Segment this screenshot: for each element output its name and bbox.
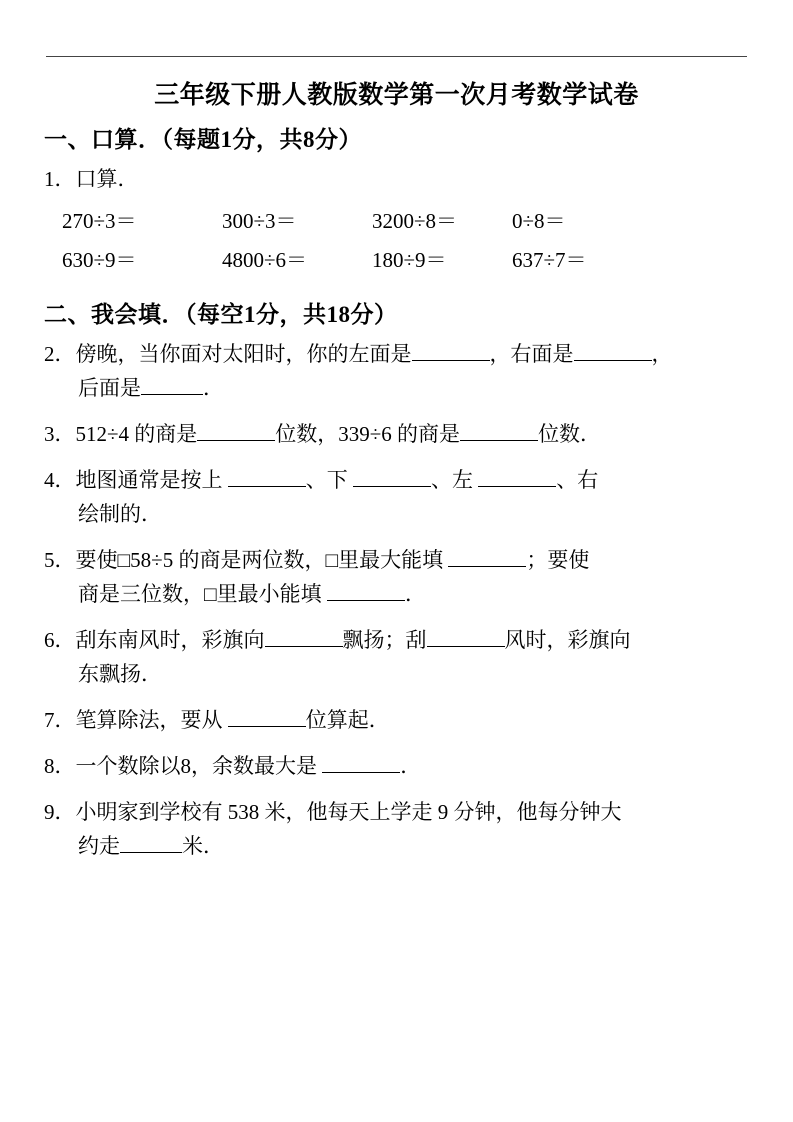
answer-blank[interactable]: [353, 486, 431, 487]
question-1: [44, 162, 749, 196]
question-6-part-2: 飘扬；刮: [342, 628, 427, 653]
answer-blank[interactable]: [197, 440, 275, 441]
question-3-part-2: 位数，339÷6 的商是: [275, 422, 461, 447]
question-9-label: 9．: [44, 800, 76, 825]
question-6-part-1: 刮东南风时，彩旗向: [75, 628, 265, 653]
question-9-part-3: 米．: [182, 834, 224, 859]
question-8-label: 8．: [44, 754, 76, 779]
answer-blank[interactable]: [412, 360, 490, 361]
oral-item: 3200÷8＝: [372, 209, 458, 234]
question-3-label: 3．: [44, 422, 76, 447]
oral-item: 4800÷6＝: [222, 248, 308, 273]
header-divider: [46, 56, 747, 57]
question-2: [44, 337, 749, 405]
section-heading-1: 一、口算．（每题1分，共8分）: [44, 127, 362, 152]
question-5-part-1: 要使□58÷5 的商是两位数，□里最大能填: [75, 548, 449, 573]
question-8-part-2: ．: [400, 754, 422, 779]
question-7-label: 7．: [44, 708, 76, 733]
question-2-part-2: ，右面是: [489, 342, 574, 367]
question-5: [44, 543, 749, 611]
question-2-line-2: [78, 371, 749, 405]
question-5-part-3: 商是三位数，□里最小能填: [78, 582, 327, 607]
question-6-line-2: [78, 657, 749, 691]
answer-blank[interactable]: [460, 440, 538, 441]
question-4-part-3: 、左: [431, 468, 479, 493]
question-9-part-1: 小明家到学校有 538 米，他每天上学走 9 分钟，他每分钟大: [75, 800, 622, 825]
question-7-part-2: 位算起．: [305, 708, 390, 733]
question-2-label: 2．: [44, 342, 76, 367]
question-6-part-3: 风时，彩旗向: [504, 628, 631, 653]
answer-blank[interactable]: [141, 394, 203, 395]
question-9-part-2: 约走: [78, 834, 120, 859]
question-7: [44, 703, 749, 737]
question-6-label: 6．: [44, 628, 76, 653]
question-9: [44, 795, 749, 863]
question-6: [44, 623, 749, 691]
oral-row-2: [44, 244, 749, 274]
answer-blank[interactable]: [574, 360, 652, 361]
question-4-line-2: [78, 497, 749, 531]
oral-item: 300÷3＝: [222, 209, 297, 234]
question-8-part-1: 一个数除以8，余数最大是: [75, 754, 323, 779]
oral-row-1: [44, 205, 749, 235]
question-8: [44, 749, 749, 783]
answer-blank[interactable]: [265, 646, 343, 647]
answer-blank[interactable]: [120, 852, 182, 853]
page-title: 三年级下册人教版数学第一次月考数学试卷: [154, 82, 639, 109]
question-7-part-1: 笔算除法，要从: [75, 708, 228, 733]
answer-blank[interactable]: [427, 646, 505, 647]
question-2-part-1: 傍晚，当你面对太阳时，你的左面是: [75, 342, 412, 367]
question-4-part-2: 、下: [305, 468, 353, 493]
answer-blank[interactable]: [478, 486, 556, 487]
question-1-label: 1．: [44, 167, 76, 191]
question-4-label: 4．: [44, 468, 76, 493]
question-9-line-2: [78, 829, 749, 863]
question-6-part-4: 东飘扬．: [78, 662, 162, 687]
oral-item: 637÷7＝: [512, 248, 587, 273]
question-5-part-2: ；要使: [526, 548, 590, 573]
oral-item: 630÷9＝: [62, 248, 137, 273]
question-5-label: 5．: [44, 548, 76, 573]
oral-item: 0÷8＝: [512, 209, 566, 234]
answer-blank[interactable]: [448, 566, 526, 567]
answer-blank[interactable]: [228, 726, 306, 727]
question-2-part-4: 后面是: [78, 376, 141, 401]
question-5-line-2: [78, 577, 749, 611]
question-3-part-3: 位数．: [538, 422, 602, 447]
question-5-part-4: ．: [404, 582, 426, 607]
question-3-part-1: 512÷4 的商是: [75, 422, 198, 447]
answer-blank[interactable]: [327, 600, 405, 601]
question-4-part-1: 地图通常是按上: [75, 468, 228, 493]
question-3: [44, 417, 749, 451]
question-4-part-5: 绘制的．: [78, 502, 162, 527]
oral-item: 180÷9＝: [372, 248, 447, 273]
question-1-text: 口算．: [75, 167, 139, 191]
question-4: [44, 463, 749, 531]
oral-item: 270÷3＝: [62, 209, 137, 234]
question-4-part-4: 、右: [556, 468, 599, 493]
answer-blank[interactable]: [228, 486, 306, 487]
answer-blank[interactable]: [322, 772, 400, 773]
question-2-part-3: ，: [651, 342, 673, 367]
section-heading-2: 二、我会填．（每空1分，共18分）: [44, 302, 398, 328]
question-2-part-5: ．: [203, 376, 224, 401]
